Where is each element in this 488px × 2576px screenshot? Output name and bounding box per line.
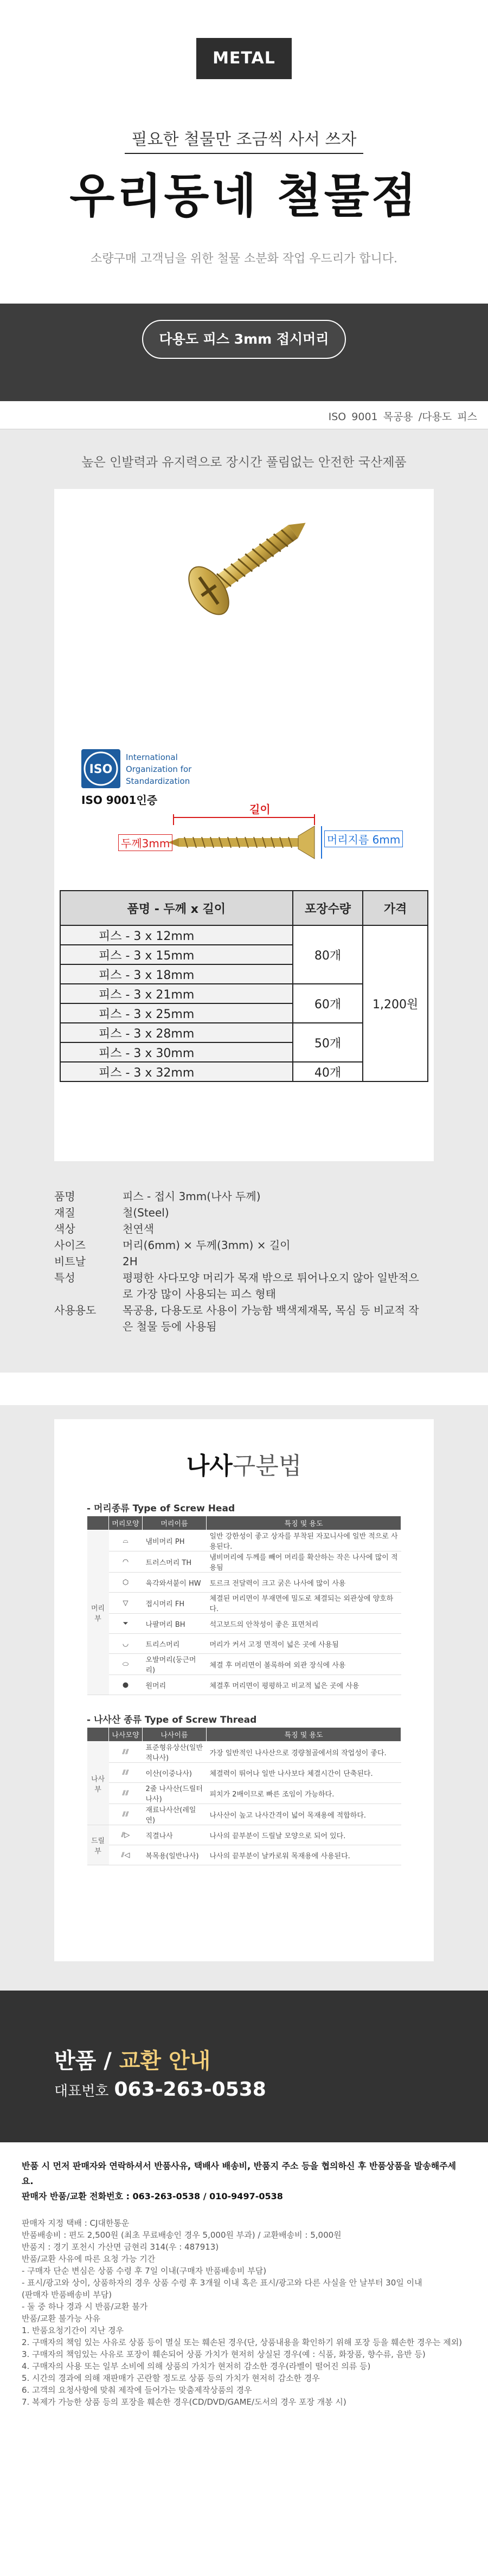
- notice-contact: 판매자 반품/교환 전화번호 : 063-263-0538 / 010-9497-0538: [22, 2191, 283, 2201]
- table-row: [87, 1654, 401, 1675]
- list-item: [54, 1270, 488, 1302]
- head-category: 머리부: [87, 1530, 109, 1695]
- info-key: 사이즈: [54, 1239, 86, 1252]
- table-row: [87, 1763, 401, 1783]
- spec-qty: 60개: [293, 984, 363, 1023]
- spec-qty: 40개: [293, 1062, 363, 1081]
- thread-col-shape: 나사모양: [109, 1728, 143, 1742]
- spec-item-name: 피스 - 3 x 15mm: [60, 945, 293, 964]
- table-row: [60, 925, 428, 945]
- head-name: 육각와셔붙이 HW: [143, 1573, 207, 1593]
- info-value: 머리(6mm) × 두께(3mm) × 길이: [123, 1239, 291, 1252]
- spec-item-name: 피스 - 3 x 18mm: [60, 964, 293, 984]
- thread-section-label: - 나사산 종류 Type of Screw Thread: [87, 1715, 257, 1725]
- notice-line: - 표시/광고와 상이, 상품하자의 경우 상품 수령 후 3개월 이내 혹은 표시/광고와 다른 사실을 안 날부터 30일 이내: [22, 2278, 422, 2288]
- head-use: 일반 강한성이 좋고 상자를 부착된 자꼬니사에 일반 적으로 사용된다.: [207, 1530, 401, 1551]
- notice-line: 반품/교환 사유에 따른 요청 가능 기간: [22, 2254, 156, 2264]
- info-key: 비트날: [54, 1255, 86, 1268]
- head-diameter-label: 머리지름 6mm: [324, 830, 403, 847]
- head-name: 오발머리(둥근머리): [143, 1654, 207, 1675]
- table-row: [87, 1634, 401, 1654]
- guide-title-bold: 나사: [186, 1452, 233, 1480]
- thread-name: 복목용(일반나사): [143, 1845, 207, 1865]
- thread-icon: ⫽⫽: [109, 1742, 143, 1763]
- notice-line: 1. 반품요청기간이 지난 경우: [22, 2326, 124, 2335]
- list-item: [54, 1188, 488, 1205]
- iso-logo-icon: [81, 749, 120, 788]
- drill-tip-icon: ⫽▷: [109, 1825, 143, 1845]
- table-row: [87, 1675, 401, 1695]
- phone-line: [54, 2078, 266, 2101]
- head-name: 트러스머리 TH: [143, 1551, 207, 1573]
- head-section-label: - 머리종류 Type of Screw Head: [87, 1503, 235, 1514]
- pan-head-icon: ⌓: [109, 1530, 143, 1551]
- list-item: [54, 1237, 488, 1253]
- notice-line: 판매자 지정 택배 : CJ대한통운: [22, 2218, 130, 2228]
- notice-text: [22, 2159, 466, 2408]
- thread-use: 가장 일반적인 나사산으로 경량철골에서의 작업성이 좋다.: [207, 1742, 401, 1763]
- info-value: 평평한 사다모양 머리가 목재 밖으로 튀어나오지 않아 일반적으로 가장 많이 사용되는 피스 형태: [123, 1271, 419, 1300]
- notice-line: 2. 구매자의 책임 있는 사유로 상품 등이 멸실 또는 훼손된 경우(단, 상품내용을 확인하기 위해 포장 등을 훼손한 경우는 제외): [22, 2337, 463, 2347]
- list-item: [54, 1253, 488, 1270]
- return-title-main: 반품 /: [54, 2049, 112, 2073]
- notice-line: - 구매자 단순 변심은 상품 수령 후 7일 이내(구매자 반품배송비 부담): [22, 2266, 267, 2276]
- thread-name: 재료나사산(레일연): [143, 1804, 207, 1825]
- head-use: 체결후 머리면이 평평하고 비교적 넓은 곳에 사용: [207, 1675, 401, 1695]
- head-use: 체결 후 머리면이 볼록하여 외관 장식에 사용: [207, 1654, 401, 1675]
- head-name: 나팔머리 BH: [143, 1614, 207, 1634]
- product-info-list: [54, 1188, 488, 1335]
- length-label: 길이: [249, 803, 271, 816]
- spec-item-name: 피스 - 3 x 25mm: [60, 1003, 293, 1023]
- spec-header-qty: 포장수량: [293, 891, 363, 925]
- notice-line: - 둘 중 하나 경과 시 반품/교환 불가: [22, 2302, 148, 2311]
- info-key: 특성: [54, 1271, 75, 1284]
- head-use: 석고보드의 안착성이 좋은 표면처리: [207, 1614, 401, 1634]
- round-head-icon: ●: [109, 1675, 143, 1695]
- notice-line: 6. 고객의 요청사항에 맞춰 제작에 들어가는 맞춤제작상품의 경우: [22, 2385, 252, 2395]
- list-item: [54, 1302, 488, 1335]
- spec-qty: 80개: [293, 925, 363, 984]
- notice-line: (판매자 반품배송비 부담): [22, 2290, 112, 2300]
- spec-header-price: 가격: [363, 891, 428, 925]
- thread-icon: ⫽⫽: [109, 1804, 143, 1825]
- info-key: 사용용도: [54, 1304, 97, 1317]
- return-notice-body: [0, 2142, 488, 2576]
- thread-col-name: 나사이름: [143, 1728, 207, 1742]
- tagline-underline: [125, 153, 363, 154]
- return-notice-header: [0, 1991, 488, 2142]
- head-use: 냄비머리에 두께를 빼어 머리를 확산하는 작은 나사에 많이 적용됨: [207, 1551, 401, 1573]
- flat-head-icon: ▽: [109, 1593, 143, 1614]
- screw-type-guide: [0, 1405, 488, 1991]
- product-panel: [54, 489, 434, 1161]
- return-title: [54, 2044, 210, 2075]
- table-row: [87, 1825, 401, 1845]
- table-row: [87, 1804, 401, 1825]
- notice-intro: 반품 시 먼저 판매자와 연락하셔서 반품사유, 택배사 배송비, 반품지 주소 등을 협의하신 후 반품상품을 발송해주세요.: [22, 2161, 457, 2186]
- info-value: 철(Steel): [123, 1206, 169, 1219]
- info-value: 피스 - 접시 3mm(나사 두께): [123, 1190, 261, 1203]
- screw-photo: [163, 511, 336, 673]
- oval-head-icon: ⬭: [109, 1654, 143, 1675]
- iso-logo: [81, 749, 120, 788]
- info-value: 목공용, 다용도로 사용이 가능함 백색제재목, 목심 등 비교적 작은 철물 등에 사용됨: [123, 1304, 419, 1333]
- thread-icon: ⫽⫽: [109, 1763, 143, 1783]
- thickness-label: 두께3mm: [118, 834, 172, 851]
- iso-org-line: International: [126, 752, 178, 762]
- thread-category: 나사부: [87, 1742, 109, 1825]
- table-row: [87, 1845, 401, 1865]
- table-row: [87, 1742, 401, 1763]
- notice-line: 7. 복제가 가능한 상품 등의 포장을 훼손한 경우(CD/DVD/GAME/도서의 경우 포장 개봉 시): [22, 2397, 346, 2407]
- drill-category: 드릴부: [87, 1825, 109, 1865]
- shop-name: 우리동네 철물점: [69, 169, 419, 223]
- iso-logo-text: ISO: [89, 763, 113, 776]
- guide-title: [54, 1446, 434, 1481]
- table-row: [87, 1551, 401, 1573]
- phone-number: 063-263-0538: [114, 2078, 266, 2101]
- thread-col-use: 특징 및 용도: [207, 1728, 401, 1742]
- list-item: [54, 1221, 488, 1237]
- thread-name: 직결나사: [143, 1825, 207, 1845]
- product-title-band: [0, 304, 488, 401]
- hex-washer-head-icon: ⬡: [109, 1573, 143, 1593]
- info-key: 재질: [54, 1206, 75, 1219]
- table-row: [87, 1530, 401, 1551]
- guide-title-rest: 구분법: [232, 1452, 302, 1480]
- head-name: 트리스머리: [143, 1634, 207, 1654]
- screw-guide-panel: [54, 1419, 434, 1961]
- table-row: [87, 1573, 401, 1593]
- notice-line: 5. 시간의 경과에 의해 재판매가 곤란할 정도로 상품 등의 가치가 현저히 감소한 경우: [22, 2373, 320, 2383]
- thread-icon: ⫽⫽: [109, 1783, 143, 1804]
- list-item: [54, 1205, 488, 1221]
- category-badge: METAL: [196, 38, 292, 79]
- thread-name: 2줄 나사산(드릴터나사): [143, 1783, 207, 1804]
- head-use: 머리가 커서 고정 면적이 넓은 곳에 사용됨: [207, 1634, 401, 1654]
- section-spacer: [0, 1373, 488, 1405]
- spec-qty: 50개: [293, 1023, 363, 1062]
- hero-header: [0, 0, 488, 304]
- spec-price: 1,200원: [363, 925, 428, 1081]
- spec-item-name: 피스 - 3 x 32mm: [60, 1062, 293, 1081]
- iso-category-label: ISO 9001 목공용 /다용도 피스: [328, 411, 477, 423]
- table-row: [87, 1614, 401, 1634]
- iso-organization: [126, 751, 191, 787]
- iso-caption: ISO 9001인증: [81, 794, 158, 807]
- thread-use: 피치가 2배이므로 빠른 조임이 가능하다.: [207, 1783, 401, 1804]
- phone-label: 대표번호: [54, 2083, 109, 2100]
- notice-line: 반품배송비 : 편도 2,500원 (최초 무료배송인 경우 5,000원 부과) / 교환배송비 : 5,000원: [22, 2230, 342, 2240]
- head-use: 토르크 전달력이 크고 굵은 나사에 많이 사용: [207, 1573, 401, 1593]
- table-row: [87, 1593, 401, 1614]
- head-name: 냄비머리 PH: [143, 1530, 207, 1551]
- spec-item-name: 피스 - 3 x 30mm: [60, 1042, 293, 1062]
- product-title: 다용도 피스 3mm 접시머리: [142, 320, 346, 359]
- thread-use: 체결력이 뛰어나 일반 나사보다 체결시간이 단축된다.: [207, 1763, 401, 1783]
- spec-table: [60, 890, 428, 1082]
- iso-org-line: Standardization: [126, 776, 190, 786]
- notice-line: 3. 구매자의 책임있는 사유로 포장이 훼손되어 상품 가치가 현저히 상실된 경우(예 : 식품, 화장품, 향수류, 음반 등): [22, 2349, 426, 2359]
- info-key: 품명: [54, 1190, 75, 1203]
- spec-item-name: 피스 - 3 x 28mm: [60, 1023, 293, 1042]
- thread-name: 이산(이중나사): [143, 1763, 207, 1783]
- bugle-head-icon: ⏷: [109, 1614, 143, 1634]
- wood-tip-icon: ⫽◁: [109, 1845, 143, 1865]
- thread-type-table: [87, 1727, 401, 1865]
- thread-name: 표준형유상산(일반적나사): [143, 1742, 207, 1763]
- spec-item-name: 피스 - 3 x 21mm: [60, 984, 293, 1003]
- info-value: 천연색: [123, 1222, 154, 1235]
- head-col-use: 특징 및 용도: [207, 1516, 401, 1530]
- notice-line: 반품지 : 경기 포천시 가산면 금현리 314(우 : 487913): [22, 2242, 219, 2252]
- info-key: 색상: [54, 1222, 75, 1235]
- info-value: 2H: [123, 1255, 138, 1268]
- return-title-accent: 교환 안내: [119, 2049, 211, 2073]
- head-name: 원머리: [143, 1675, 207, 1695]
- head-col-name: 머리이름: [143, 1516, 207, 1530]
- notice-line: 4. 구매자의 사용 또는 일부 소비에 의해 상품의 가치가 현저히 감소한 경우(라벨이 떨어진 의류 등): [22, 2361, 371, 2371]
- tagline: 필요한 철물만 조금씩 사서 쓰자: [131, 130, 357, 149]
- product-section: [0, 429, 488, 1373]
- meta-bar: [0, 401, 488, 429]
- table-row: [87, 1783, 401, 1804]
- product-lead: 높은 인발력과 유지력으로 장시간 풀림없는 안전한 국산제품: [81, 455, 407, 469]
- notice-line: 반품/교환 불가능 사유: [22, 2314, 101, 2323]
- spec-item-name: 피스 - 3 x 12mm: [60, 925, 293, 945]
- shop-description: 소량구매 고객님을 위한 철물 소분화 작업 우드리가 합니다.: [91, 252, 397, 266]
- iso-org-line: Organization for: [126, 764, 192, 774]
- thread-use: 나사산이 높고 나사간격이 넓어 목재용에 적합하다.: [207, 1804, 401, 1825]
- head-col-shape: 머리모양: [109, 1516, 143, 1530]
- head-name: 접시머리 FH: [143, 1593, 207, 1614]
- head-use: 체결된 머리면이 부재면에 밀도로 체결되는 외관상에 양호하다.: [207, 1593, 401, 1614]
- thread-use: 나사의 끝부분이 날카로워 목재용에 사용된다.: [207, 1845, 401, 1865]
- truss-head-icon: ◠: [109, 1551, 143, 1573]
- truss-head-icon: ◡: [109, 1634, 143, 1654]
- head-type-table: [87, 1516, 401, 1695]
- spec-header-name: 품명 - 두께 x 길이: [60, 891, 293, 925]
- thread-use: 나사의 끝부분이 드릴날 모양으로 되어 있다.: [207, 1825, 401, 1845]
